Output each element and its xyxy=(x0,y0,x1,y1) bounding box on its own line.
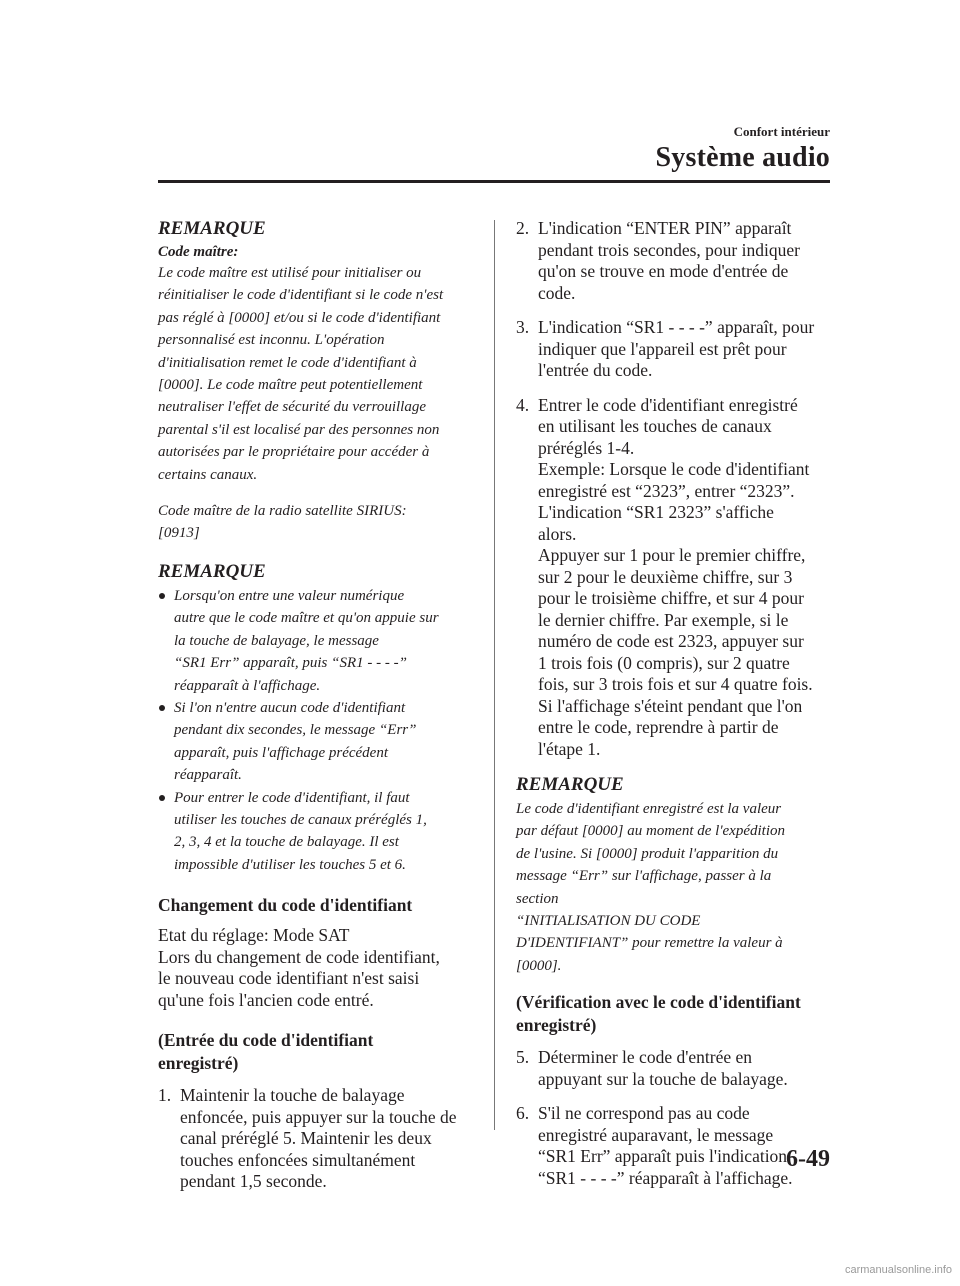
column-divider xyxy=(494,220,495,1130)
step-item: 2. L'indication “ENTER PIN” apparaît pendant trois secondes, pour indiquer qu'on se trouve en mode d'entrée de code. xyxy=(516,218,800,303)
note-subtitle: Code maître: xyxy=(158,244,239,260)
section-body: Etat du réglage: Mode SAT Lors du changement de code identifiant, le nouveau code identifiant n'est saisi qu'une fois l'ancien code entré. xyxy=(158,925,440,1010)
watermark: carmanualsonline.info xyxy=(844,1264,952,1276)
header-rule xyxy=(158,180,830,183)
step-item: 4. Entrer le code d'identifiant enregistré en utilisant les touches de canaux préréglés 1-4. Exemple: Lorsque le code d'identifiant enregistré est “2323”, entrer “2323”. L'indication “SR1 2323” s'affiche alors. Appuyer sur 1 pour le premier chiffre, sur 2 pour le deuxième chiffre, sur 3 pour le troisième chiffre, et sur 4 pour le dernier chiffre. Par exemple, si le numéro de code est 2323, appuyer sur 1 trois fois (0 compris), sur 2 quatre fois, sur 3 trois fois et sur 4 quatre fois. Si l'affichage s'éteint pendant que l'on entre le code, reprendre à partir de l'étape 1. xyxy=(516,394,813,759)
right-column xyxy=(516,218,832,1189)
note-block-bullets xyxy=(158,561,476,876)
note-block-master-code xyxy=(158,218,476,545)
page-number: 6-49 xyxy=(786,1146,830,1172)
note-paragraph: Le code maître est utilisé pour initialiser ou réinitialiser le code d'identifiant si le code n'est pas réglé à [0000] et/ou si le code d'identifiant personnalisé est inconnu. L'opération d'initialisation remet le code d'identifiant à [0000]. Le code maître peut potentiellement neutraliser l'effet de sécurité du verrouillage parental s'il est localisé par des personnes non autorisées par le propriétaire pour accéder à certains canaux. xyxy=(158,265,444,483)
list-item: Pour entrer le code d'identifiant, il faut utiliser les touches de canaux préréglés 1, 2, 3, 4 et la touche de balayage. Il est impossible d'utiliser les touches 5 et 6. xyxy=(158,787,476,877)
list-item: Lorsqu'on entre une valeur numérique autre que le code maître et qu'on appuie sur la touche de balayage, le message “SR1 Err” apparaît, puis “SR1 - - - -” réapparaît à l'affichage. xyxy=(158,585,476,697)
step-item: 1. Maintenir la touche de balayage enfoncée, puis appuyer sur la touche de canal préréglé 5. Maintenir les deux touches enfoncées simultanément pendant 1,5 seconde. xyxy=(158,1085,457,1192)
note-paragraph: Le code d'identifiant enregistré est la valeur par défaut [0000] au moment de l'expédition de l'usine. Si [0000] produit l'apparition du message “Err” sur l'affichage, passer à la section “INITIALISATION DU CODE D'IDENTIFIANT” pour remettre la valeur à [0000]. xyxy=(516,801,786,974)
step-item: 6. S'il ne correspond pas au code enregistré auparavant, le message “SR1 Err” apparaît puis l'indication “SR1 - - - -” réapparaît à l'affichage. xyxy=(516,1103,793,1188)
bullet-icon xyxy=(159,705,165,711)
left-column xyxy=(158,218,476,1193)
note-title: REMARQUE xyxy=(158,218,266,239)
header-title: Système audio xyxy=(655,142,830,173)
section-title: Changement du code d'identifiant xyxy=(158,895,413,916)
subsection-title: (Entrée du code d'identifiant enregistré) xyxy=(158,1030,374,1074)
list-item: Si l'on n'entre aucun code d'identifiant pendant dix secondes, le message “Err” apparaît, puis l'affichage précédent réapparaît. xyxy=(158,697,476,787)
bullet-icon xyxy=(159,593,165,599)
step-item: 5. Déterminer le code d'entrée en appuyant sur la touche de balayage. xyxy=(516,1047,788,1089)
bullet-icon xyxy=(159,795,165,801)
header-subtitle: Confort intérieur xyxy=(733,124,830,139)
step-item: 3. L'indication “SR1 - - - -” apparaît, pour indiquer que l'appareil est prêt pour l'entrée du code. xyxy=(516,317,815,380)
subsection-title: (Vérification avec le code d'identifiant enregistré) xyxy=(516,992,801,1036)
note-title: REMARQUE xyxy=(516,774,624,795)
note-paragraph-sirius: Code maître de la radio satellite SIRIUS: [0913] xyxy=(158,503,407,542)
note-block-default-code xyxy=(516,774,832,977)
note-title: REMARQUE xyxy=(158,560,266,582)
